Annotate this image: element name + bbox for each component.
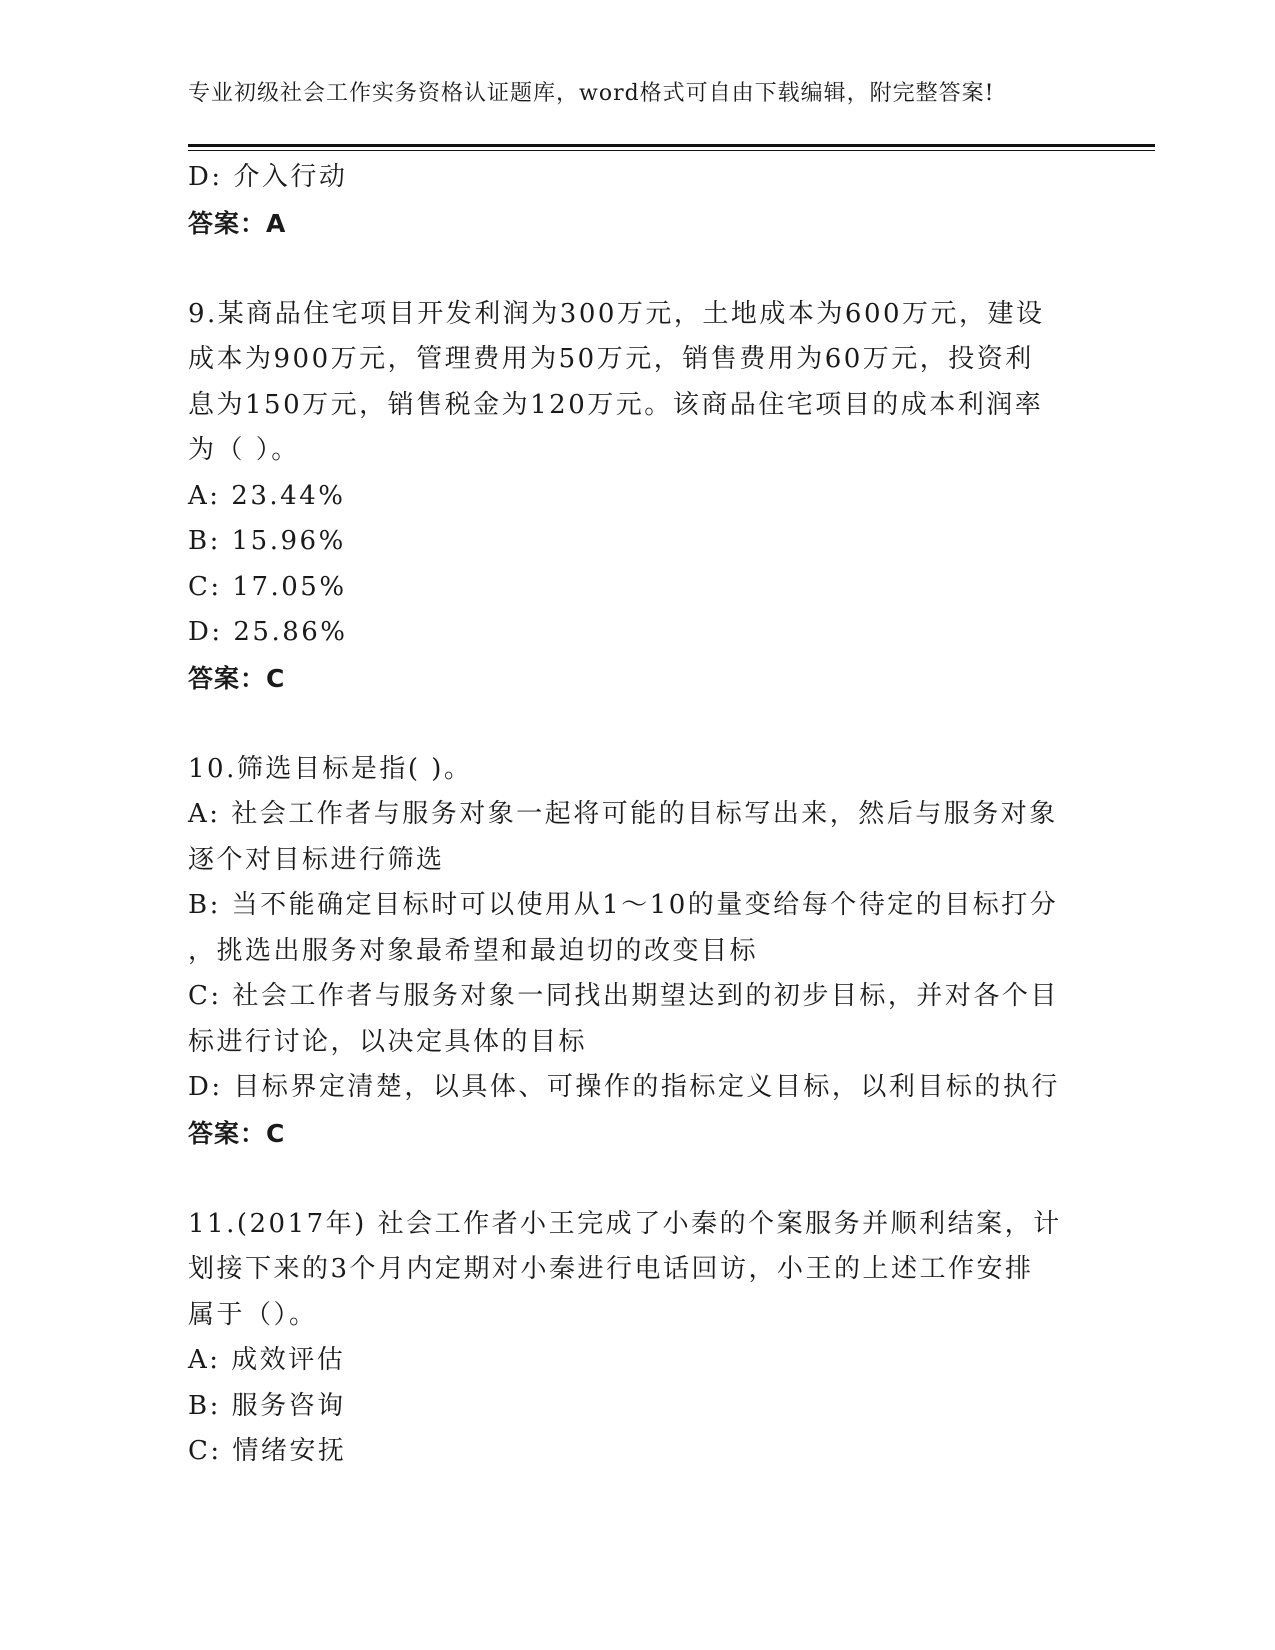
option-c: C: 情绪安抚	[188, 1436, 347, 1466]
question-11	[188, 1202, 1088, 1475]
option-a-continued: 逐个对目标进行筛选	[188, 844, 445, 875]
answer-line: 答案：A	[188, 208, 287, 238]
page-header: 专业初级社会工作实务资格认证题库，word格式可自由下载编辑，附完整答案!	[188, 81, 995, 106]
question-text-line: 为（ ）。	[188, 435, 300, 465]
option-c: C: 17.05%	[188, 571, 347, 602]
option-line: D: 介入行动	[188, 162, 348, 192]
question-text-line: 划接下来的3个月内定期对小秦进行电话回访，小王的上述工作安排	[188, 1254, 1034, 1284]
option-b-continued: ，挑选出服务对象最希望和最迫切的改变目标	[188, 935, 759, 966]
option-c-continued: 标进行讨论，以决定具体的目标	[188, 1026, 588, 1057]
block-gap	[188, 246, 1088, 292]
option-c: C: 社会工作者与服务对象一同找出期望达到的初步目标，并对各个目	[188, 981, 1059, 1011]
question-10	[188, 747, 1088, 1157]
option-d: D: 25.86%	[188, 617, 348, 647]
question-text-line: 11.(2017年) 社会工作者小王完成了小秦的个案服务并顺利结案，计	[188, 1208, 1062, 1239]
question-text-line: 属于（）。	[188, 1299, 318, 1330]
question-text-line: 息为150万元，销售税金为120万元。该商品住宅项目的成本利润率	[188, 389, 1044, 420]
option-a: A: 23.44%	[188, 480, 346, 511]
question-9	[188, 292, 1088, 702]
header-rule-thick	[188, 144, 1155, 147]
answer-line: 答案：C	[188, 663, 286, 693]
question-text-line: 成本为900万元，管理费用为50万元，销售费用为60万元，投资利	[188, 344, 1034, 374]
option-b: B: 当不能确定目标时可以使用从1～10的量变给每个待定的目标打分	[188, 890, 1059, 920]
question-text-line: 9.某商品住宅项目开发利润为300万元，土地成本为600万元，建设	[188, 298, 1045, 329]
option-d: D: 目标界定清楚，以具体、可操作的指标定义目标，以利目标的执行	[188, 1072, 1060, 1102]
option-b: B: 15.96%	[188, 526, 346, 556]
question-8-tail	[188, 155, 1088, 246]
question-content	[188, 155, 1088, 1475]
header-rule-thin	[188, 150, 1155, 151]
question-text-line: 10.筛选目标是指( )。	[188, 753, 473, 784]
option-a: A: 成效评估	[188, 1345, 346, 1375]
answer-line: 答案：C	[188, 1118, 286, 1148]
block-gap	[188, 1156, 1088, 1202]
block-gap	[188, 701, 1088, 747]
option-a: A: 社会工作者与服务对象一起将可能的目标写出来，然后与服务对象	[188, 799, 1058, 829]
option-b: B: 服务咨询	[188, 1390, 346, 1421]
